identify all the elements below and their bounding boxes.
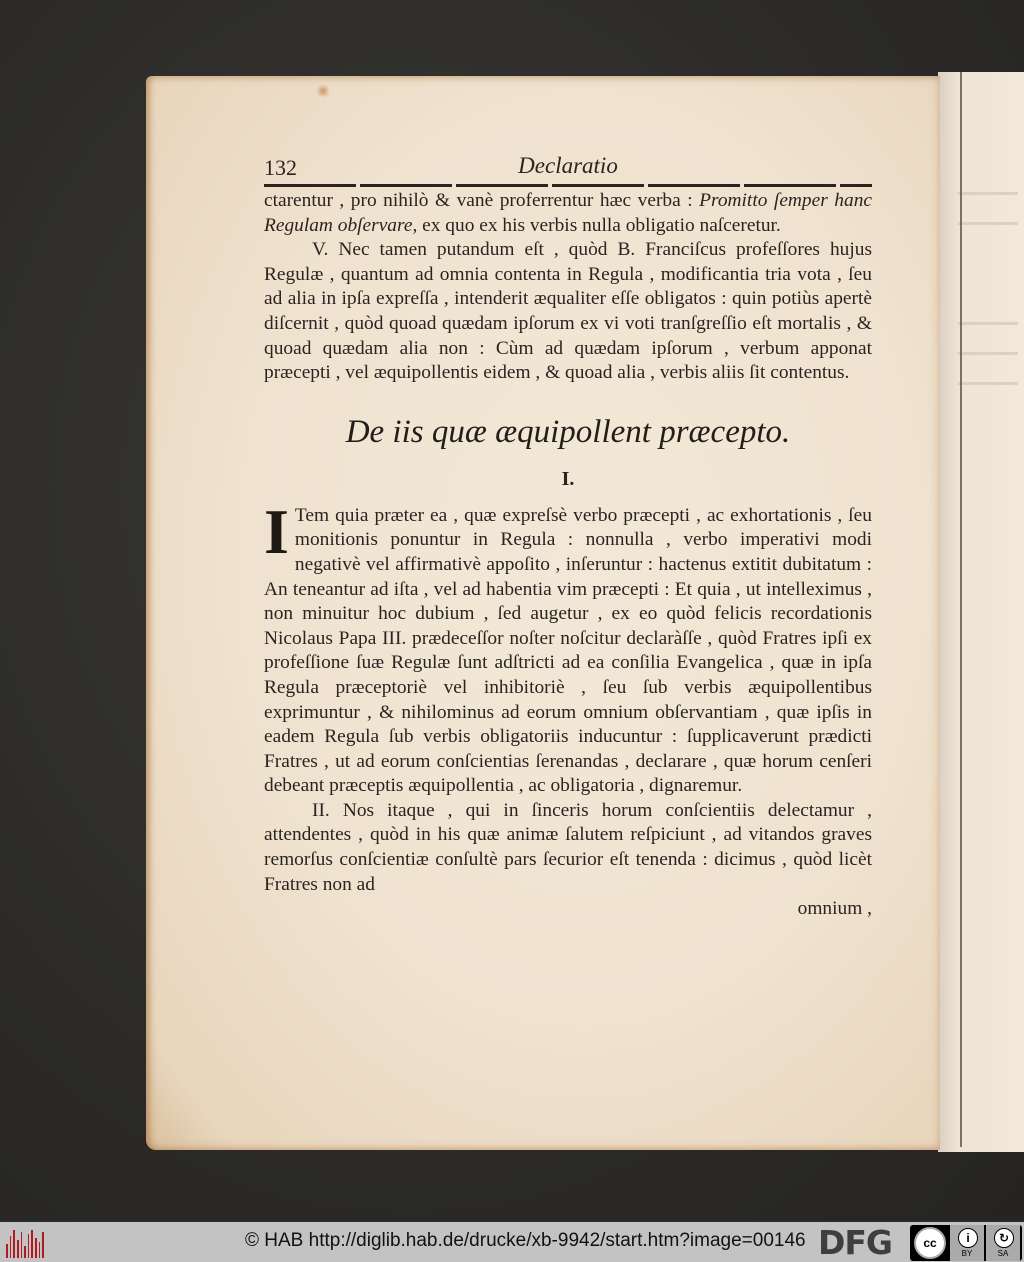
running-head	[264, 154, 872, 182]
bleed-through-line	[958, 322, 1018, 325]
license-sa: ↻ SA	[986, 1225, 1020, 1261]
cc-license-badge[interactable]	[910, 1225, 1022, 1261]
facing-page-edge	[938, 72, 1024, 1152]
bleed-through-line	[958, 382, 1018, 385]
page-text-block	[264, 154, 872, 922]
quoted-vow: Promitto ſemper hanc Regulam obſervare	[264, 190, 872, 236]
cc-icon: cc	[914, 1227, 946, 1259]
running-title: Declaratio	[518, 153, 618, 178]
foxing-stain	[316, 84, 330, 98]
share-alike-icon: ↻	[994, 1228, 1014, 1248]
paragraph-continuation: ctarentur , pro nihilò & vanè proferrentur hæc verba : Promitto ſemper hanc Regulam obſervare, ex quo ex his verbis nulla obligatio naſceretur.	[264, 190, 872, 236]
bleed-through-line	[958, 192, 1018, 195]
header-rule	[264, 184, 872, 187]
page-number: 132	[264, 155, 297, 180]
paragraph-ii: II. Nos itaque , qui in ſinceris horum conſcientiis delectamur , attendentes , quòd in his quæ animæ ſalutem reſpiciunt , ad vitandos graves remorſus conſcientiæ conſultè pars ſecurior eſt tenenda : dicimus , quòd licèt Fratres non ad	[264, 799, 872, 895]
bleed-through-line	[958, 352, 1018, 355]
gutter-line	[960, 72, 962, 1147]
book-page	[146, 76, 940, 1150]
paragraph-i: I Tem quia præter ea , quæ expreſsè verbo præcepti , ac exhortationis , ſeu monitionis ponuntur in Regula : nonnulla , verbo imperativi modi negativè vel affirmativè appoſito , inſeruntur : hactenus extitit dubitatum : An teneantur ad iſta , vel ad habentia vim præcepti : Et quia , ut intelleximus , non minuitur hoc dubium , ſed augetur , ex eo quòd felicis recordationis Nicolaus Papa III. prædeceſſor noſter noſcitur declaràſſe , quòd Fratres ipſi ex profeſſione ſuæ Regulæ ſunt adſtricti ad ea conſilia Evangelica , quæ in ipſa Regula præceptoriè vel inhibitoriè , ſeu ſub verbis æquipollentibus exprimuntur , & nihilominus ad eorum omnium obſervantiam , quæ ipſis in eadem Regula ſub verbis obligatoriis inducuntur : ſupplicaverunt prædicti Fratres , ut ad eorum conſcientias ſerenandas , declarare , quæ horum cenſeri debeant præceptis æquipollentia , ac obligatoria , dignaremur.	[264, 495, 872, 797]
catchword: omnium ,	[797, 898, 872, 920]
viewer-footer	[0, 1220, 1024, 1262]
copyright-link[interactable]: © HAB http://diglib.hab.de/drucke/xb-9942/start.htm?image=00146	[245, 1230, 806, 1251]
drop-cap: I	[264, 495, 289, 567]
license-by: i BY	[950, 1225, 984, 1261]
attribution-icon: i	[958, 1228, 978, 1248]
dfg-logo: DFG	[818, 1223, 893, 1262]
section-number: I.	[561, 467, 575, 490]
section-heading: De iis quæ æquipollent præcepto.	[345, 413, 791, 450]
bleed-through-line	[958, 222, 1018, 225]
hab-logo-icon	[6, 1228, 44, 1258]
paragraph-v: V. Nec tamen putandum eſt , quòd B. Franciſcus profeſſores hujus Regulæ , quantum ad omnia contenta in Regula , modificantia tria vota , ſeu ad alia in ipſa expreſſa , intenderit æqualiter eſſe obligatos : quin potiùs apertè diſcernit , quòd quoad quædam ipſorum ex vi voti tranſgreſſio eſt mortalis , & quoad quædam alia non : Cùm ad quædam ipſorum , verbum apponat præcepti , vel æquipollentis eidem , & quoad alia , verbis aliis ſit contentus.	[264, 239, 872, 384]
